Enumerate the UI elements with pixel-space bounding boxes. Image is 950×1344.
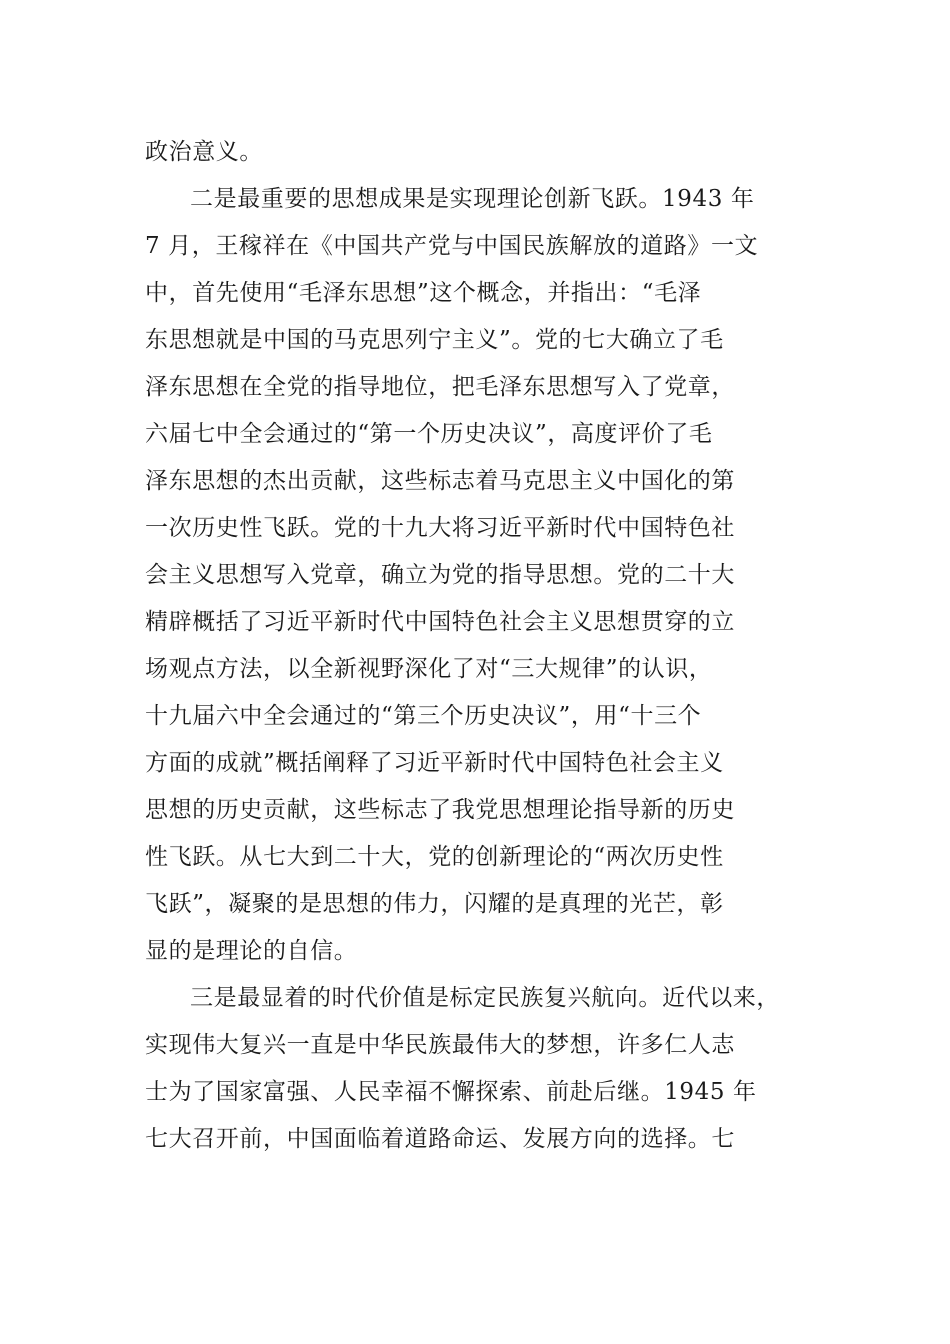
text-line: 会主义思想写入党章，确立为党的指导思想。党的二十大	[145, 562, 735, 588]
text-line: 思想的历史贡献，这些标志了我党思想理论指导新的历史	[145, 797, 735, 823]
text-line: 政治意义。	[145, 139, 263, 165]
text-line: 场观点方法，以全新视野深化了对“三大规律”的认识，	[145, 656, 713, 682]
text-line: 飞跃”，凝聚的是思想的伟力，闪耀的是真理的光芒，彰	[145, 891, 724, 917]
text-line: 泽东思想在全党的指导地位，把毛泽东思想写入了党章，	[145, 374, 735, 400]
paragraph-first-line: 二是最重要的思想成果是实现理论创新飞跃。1943 年	[190, 186, 755, 212]
paragraph-first-line: 三是最显着的时代价值是标定民族复兴航向。近代以来，	[190, 985, 780, 1011]
text-line: 实现伟大复兴一直是中华民族最伟大的梦想，许多仁人志	[145, 1032, 735, 1058]
text-line: 六届七中全会通过的“第一个历史决议”，高度评价了毛	[145, 421, 713, 447]
text-line: 方面的成就”概括阐释了习近平新时代中国特色社会主义	[145, 750, 724, 776]
text-line: 七大召开前，中国面临着道路命运、发展方向的选择。七	[145, 1126, 735, 1152]
text-line: 一次历史性飞跃。党的十九大将习近平新时代中国特色社	[145, 515, 735, 541]
text-line: 精辟概括了习近平新时代中国特色社会主义思想贯穿的立	[145, 609, 735, 635]
text-line: 十九届六中全会通过的“第三个历史决议”，用“十三个	[145, 703, 702, 729]
text-line: 中，首先使用“毛泽东思想”这个概念，并指出：“毛泽	[145, 280, 702, 306]
text-line: 显的是理论的自信。	[145, 938, 358, 964]
text-line: 士为了国家富强、人民幸福不懈探索、前赴后继。1945 年	[145, 1079, 757, 1105]
text-line: 7 月，王稼祥在《中国共产党与中国民族解放的道路》一文	[145, 233, 759, 259]
text-line: 泽东思想的杰出贡献，这些标志着马克思主义中国化的第	[145, 468, 735, 494]
document-body	[145, 128, 825, 1163]
text-line: 东思想就是中国的马克思列宁主义”。党的七大确立了毛	[145, 327, 724, 353]
text-line: 性飞跃。从七大到二十大，党的创新理论的“两次历史性	[145, 844, 724, 870]
